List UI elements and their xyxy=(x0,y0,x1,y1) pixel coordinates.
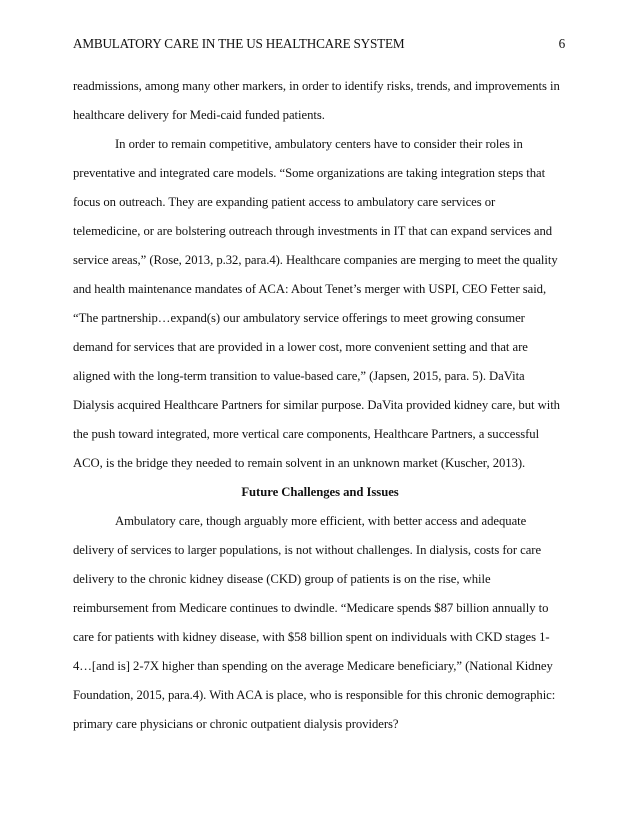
text-line: Ambulatory care, though arguably more efficient, with better access and adequate xyxy=(115,514,527,528)
text-line: primary care physicians or chronic outpatient dialysis providers? xyxy=(73,717,399,731)
text-line: care for patients with kidney disease, with $58 billion spent on individuals with CKD stages 1- xyxy=(73,630,550,644)
text-line: aligned with the long-term transition to value-based care,” (Japsen, 2015, para. 5). DaVita xyxy=(73,369,525,383)
page-number: 6 xyxy=(558,36,565,51)
body-text xyxy=(73,72,567,739)
text-line: preventative and integrated care models. “Some organizations are taking integration steps that xyxy=(73,166,546,180)
text-line: delivery of services to larger populations, is not without challenges. In dialysis, costs for care xyxy=(73,543,542,557)
text-line: Dialysis acquired Healthcare Partners for similar purpose. DaVita provided kidney care, but with xyxy=(73,398,560,412)
text-line: 4…[and is] 2-7X higher than spending on the average Medicare beneficiary,” (National Kidney xyxy=(73,659,553,673)
text-line: “The partnership…expand(s) our ambulatory service offerings to meet growing consumer xyxy=(73,311,525,325)
text-line: demand for services that are provided in a lower cost, more convenient setting and that are xyxy=(73,340,528,354)
text-line: healthcare delivery for Medi-caid funded patients. xyxy=(73,108,325,122)
text-line: delivery to the chronic kidney disease (CKD) group of patients is on the rise, while xyxy=(73,572,491,586)
text-line: the push toward integrated, more vertical care components, Healthcare Partners, a successful xyxy=(73,427,540,441)
text-line: readmissions, among many other markers, in order to identify risks, trends, and improvements in xyxy=(73,79,560,93)
page-header xyxy=(73,36,565,54)
text-line: reimbursement from Medicare continues to dwindle. “Medicare spends $87 billion annually to xyxy=(73,601,549,615)
section-heading: Future Challenges and Issues xyxy=(241,485,399,499)
text-line: Foundation, 2015, para.4). With ACA is place, who is responsible for this chronic demographic: xyxy=(73,688,556,702)
text-line: service areas,” (Rose, 2013, p.32, para.4). Healthcare companies are merging to meet the quality xyxy=(73,253,558,267)
text-line: focus on outreach. They are expanding patient access to ambulatory care services or xyxy=(73,195,496,209)
text-line: In order to remain competitive, ambulatory centers have to consider their roles in xyxy=(115,137,523,151)
text-line: and health maintenance mandates of ACA: About Tenet’s merger with USPI, CEO Fetter said, xyxy=(73,282,547,296)
text-line: ACO, is the bridge they needed to remain solvent in an unknown market (Kuscher, 2013). xyxy=(73,456,526,470)
running-head: AMBULATORY CARE IN THE US HEALTHCARE SYSTEM xyxy=(73,36,405,51)
text-line: telemedicine, or are bolstering outreach through investments in IT that can expand services and xyxy=(73,224,553,238)
